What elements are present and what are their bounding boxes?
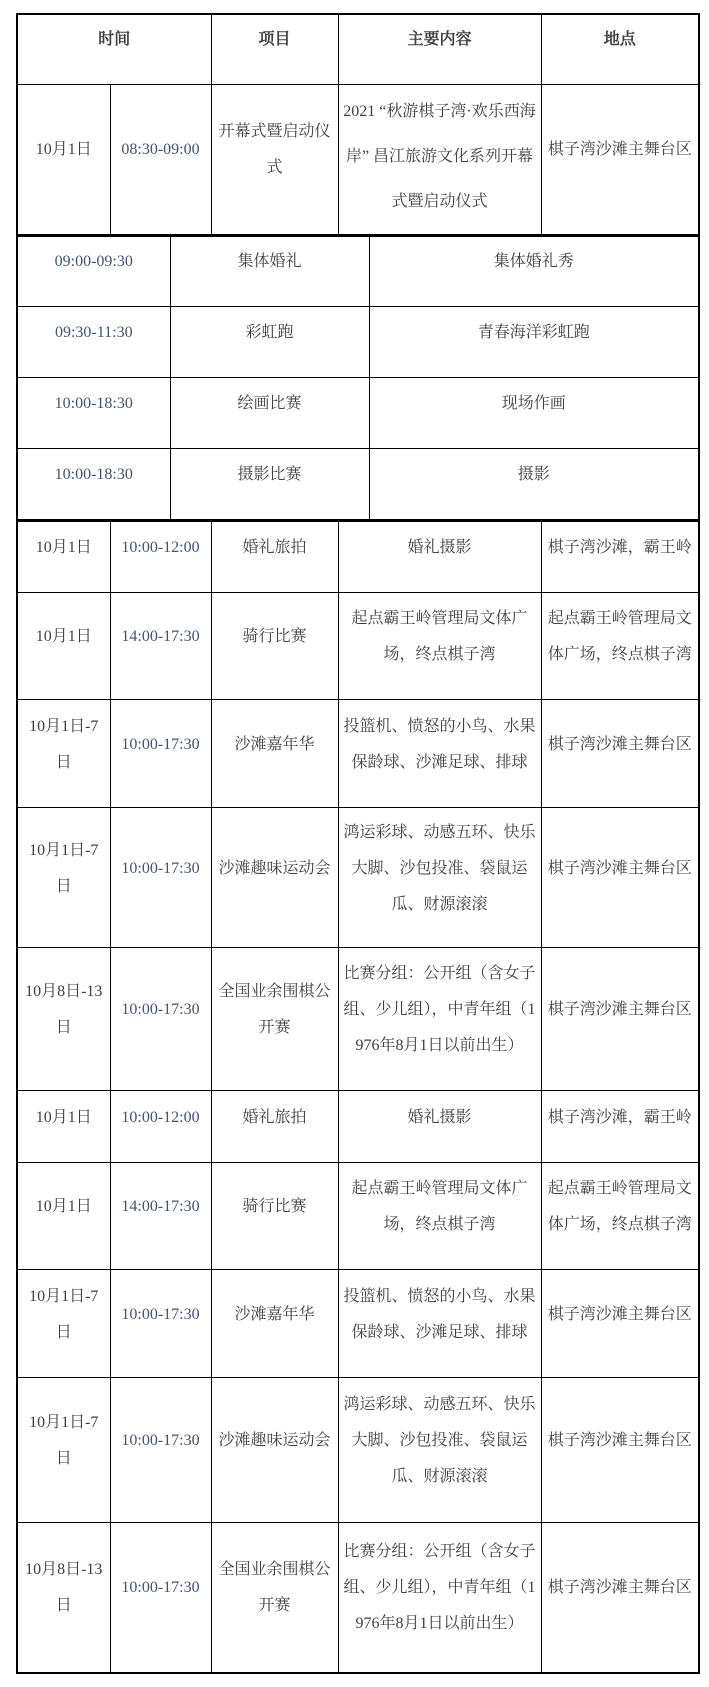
cell-content: 起点霸王岭管理局文体广场，终点棋子湾 [338,1163,541,1270]
cell-content: 鸿运彩球、动感五环、快乐大脚、沙包投准、袋鼠运瓜、财源滚滚 [338,808,541,948]
cell-date: 10月1日-7日 [17,700,110,808]
cell-date: 10月1日 [17,1163,110,1270]
cell-date: 10月1日-7日 [17,808,110,948]
cell-project: 摄影比赛 [170,449,369,520]
cell-content: 集体婚礼秀 [369,236,699,307]
cell-project: 彩虹跑 [170,307,369,378]
cell-project: 沙滩趣味运动会 [211,1378,338,1523]
table-row [17,1523,699,1673]
header-cell-content: 主要内容 [338,14,541,84]
cell-time: 10:00-17:30 [110,1270,211,1378]
table-row [17,1270,699,1378]
opening-table [16,13,700,236]
cell-time: 09:30-11:30 [17,307,170,378]
cell-date: 10月1日-7日 [17,1270,110,1378]
table-row [17,307,699,378]
cell-project: 沙滩趣味运动会 [211,808,338,948]
cell-date: 10月8日-13日 [17,948,110,1091]
table-row [17,1091,699,1163]
cell-location: 棋子湾沙滩主舞台区 [541,84,699,235]
cell-project: 集体婚礼 [170,236,369,307]
cell-project: 婚礼旅拍 [211,521,338,593]
cell-project: 婚礼旅拍 [211,1091,338,1163]
cell-location: 棋子湾沙滩主舞台区 [541,1378,699,1523]
cell-location: 起点霸王岭管理局文体广场，终点棋子湾 [541,1163,699,1270]
cell-time: 14:00-17:30 [110,593,211,700]
table-row [17,808,699,948]
table-row [17,1163,699,1270]
cell-time: 10:00-18:30 [17,378,170,449]
cell-date: 10月1日-7日 [17,1378,110,1523]
cell-location: 棋子湾沙滩主舞台区 [541,1523,699,1673]
cell-project: 骑行比赛 [211,593,338,700]
cell-project: 全国业余围棋公开赛 [211,1523,338,1673]
cell-project: 骑行比赛 [211,1163,338,1270]
header-row [17,14,699,84]
cell-content: 现场作画 [369,378,699,449]
table-row [17,521,699,593]
cell-time: 14:00-17:30 [110,1163,211,1270]
cell-time: 10:00-17:30 [110,1523,211,1673]
header-cell-time: 时间 [17,14,211,84]
cell-content: 2021 “秋游棋子湾·欢乐西海岸” 昌江旅游文化系列开幕式暨启动仪式 [338,84,541,235]
cell-location: 棋子湾沙滩，霸王岭 [541,521,699,593]
table-row [17,84,699,235]
cell-project: 全国业余围棋公开赛 [211,948,338,1091]
header-cell-location: 地点 [541,14,699,84]
cell-time: 10:00-17:30 [110,948,211,1091]
cell-location: 棋子湾沙滩，霸王岭 [541,1091,699,1163]
cell-location: 棋子湾沙滩主舞台区 [541,808,699,948]
cell-project: 沙滩嘉年华 [211,1270,338,1378]
cell-project: 沙滩嘉年华 [211,700,338,808]
cell-content: 比赛分组：公开组（含女子组、少儿组），中青年组（1976年8月1日以前出生） [338,948,541,1091]
cell-project: 绘画比赛 [170,378,369,449]
cell-content: 投篮机、愤怒的小鸟、水果保龄球、沙滩足球、排球 [338,700,541,808]
table-row [17,1378,699,1523]
cell-location: 棋子湾沙滩主舞台区 [541,1270,699,1378]
morning-events-table [16,235,700,521]
table-row [17,378,699,449]
main-events-table [16,520,700,1674]
cell-date: 10月1日 [17,593,110,700]
cell-content: 摄影 [369,449,699,520]
cell-content: 比赛分组：公开组（含女子组、少儿组），中青年组（1976年8月1日以前出生） [338,1523,541,1673]
cell-location: 棋子湾沙滩主舞台区 [541,948,699,1091]
cell-time: 10:00-17:30 [110,700,211,808]
cell-time: 08:30-09:00 [110,84,211,235]
cell-time: 10:00-17:30 [110,1378,211,1523]
cell-content: 投篮机、愤怒的小鸟、水果保龄球、沙滩足球、排球 [338,1270,541,1378]
cell-time: 10:00-12:00 [110,1091,211,1163]
cell-content: 婚礼摄影 [338,1091,541,1163]
cell-content: 青春海洋彩虹跑 [369,307,699,378]
cell-content: 起点霸王岭管理局文体广场，终点棋子湾 [338,593,541,700]
cell-time: 10:00-18:30 [17,449,170,520]
table-row [17,948,699,1091]
cell-date: 10月1日 [17,521,110,593]
table-row [17,700,699,808]
table-row [17,593,699,700]
header-cell-project: 项目 [211,14,338,84]
cell-location: 棋子湾沙滩主舞台区 [541,700,699,808]
cell-location: 起点霸王岭管理局文体广场，终点棋子湾 [541,593,699,700]
cell-date: 10月1日 [17,84,110,235]
cell-content: 鸿运彩球、动感五环、快乐大脚、沙包投准、袋鼠运瓜、财源滚滚 [338,1378,541,1523]
cell-date: 10月1日 [17,1091,110,1163]
cell-date: 10月8日-13日 [17,1523,110,1673]
cell-time: 10:00-12:00 [110,521,211,593]
table-row [17,236,699,307]
cell-project: 开幕式暨启动仪式 [211,84,338,235]
cell-time: 09:00-09:30 [17,236,170,307]
cell-time: 10:00-17:30 [110,808,211,948]
cell-content: 婚礼摄影 [338,521,541,593]
table-row [17,449,699,520]
